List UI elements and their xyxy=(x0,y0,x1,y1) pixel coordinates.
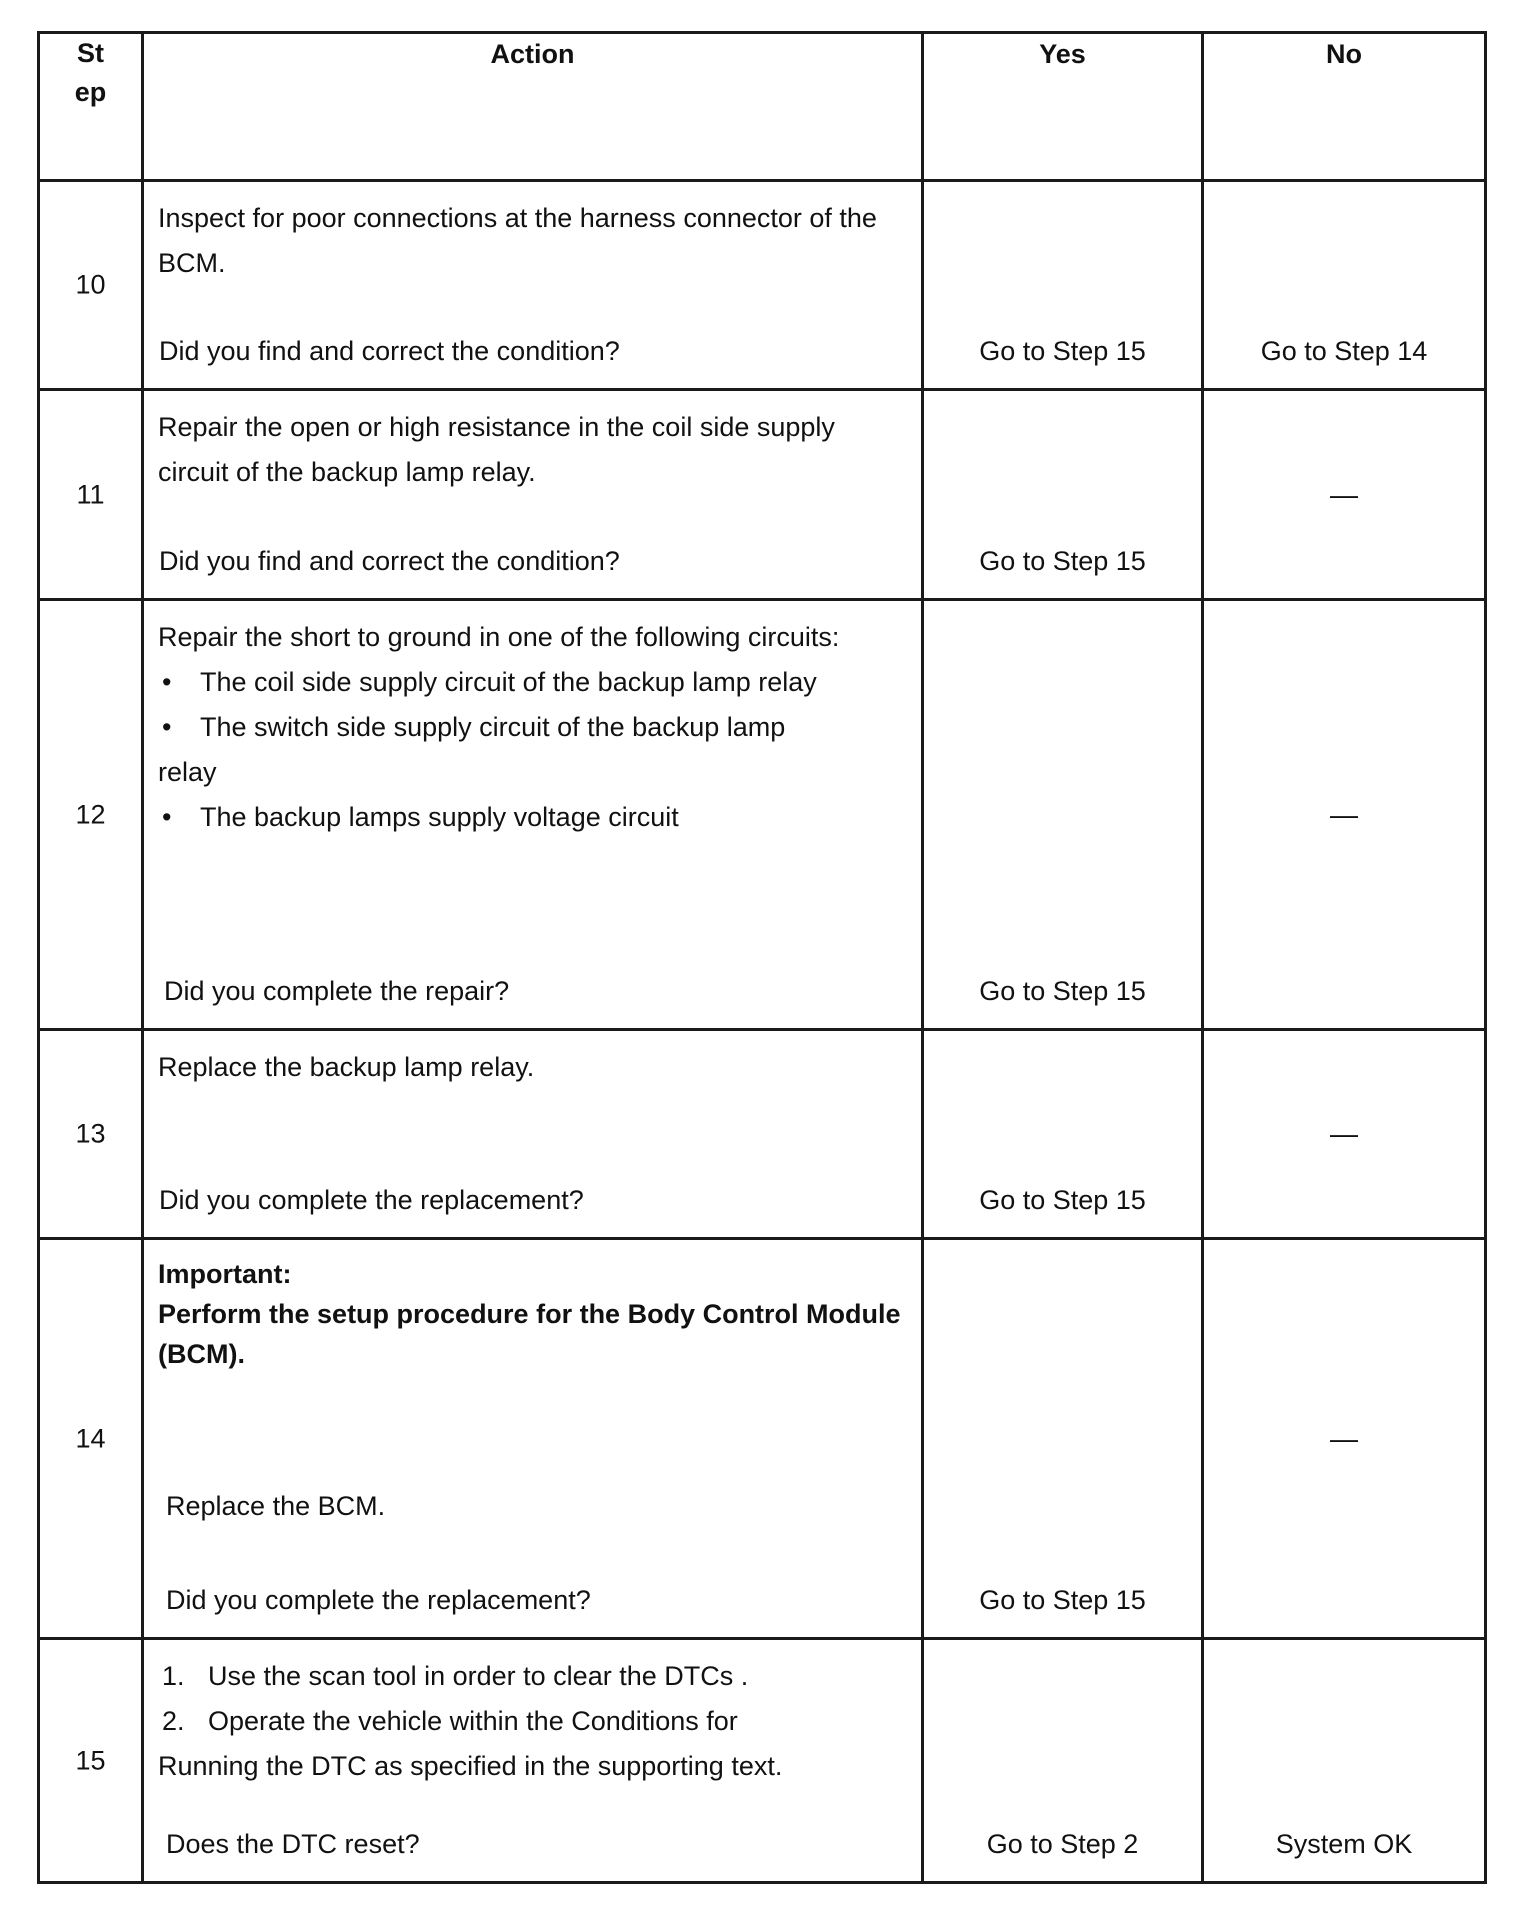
action-intro: Repair the short to ground in one of the following circuits: xyxy=(158,622,840,652)
table-row xyxy=(39,1030,1486,1239)
action-cell xyxy=(143,390,923,600)
action-cell xyxy=(143,1239,923,1639)
header-step: St ep xyxy=(39,33,143,181)
yes-cell xyxy=(923,600,1203,1030)
step-number: 12 xyxy=(75,799,106,829)
step-number: 10 xyxy=(75,269,106,300)
step-number-cell xyxy=(39,600,143,1030)
step-number-cell xyxy=(39,1030,143,1239)
yes-result: Go to Step 2 xyxy=(986,1829,1139,1859)
yes-cell xyxy=(923,390,1203,600)
table-row xyxy=(39,390,1486,600)
action-question: Did you find and correct the condition? xyxy=(159,336,620,366)
step-number-cell xyxy=(39,390,143,600)
bullet-glyph: • xyxy=(162,712,172,742)
table-row xyxy=(39,600,1486,1030)
diagnostic-steps-table xyxy=(37,31,1487,1884)
header-yes: Yes xyxy=(923,33,1203,181)
no-result: Go to Step 14 xyxy=(1260,336,1428,366)
no-result-dash: — xyxy=(1330,1118,1358,1149)
table-row xyxy=(39,1639,1486,1883)
header-no: No xyxy=(1203,33,1486,181)
important-note xyxy=(158,1254,911,1374)
step-number: 13 xyxy=(75,1118,106,1149)
action-question: Did you find and correct the condition? xyxy=(159,546,620,576)
yes-result: Go to Step 15 xyxy=(979,976,1146,1006)
no-result-dash: — xyxy=(1330,478,1358,510)
action-cell xyxy=(143,1030,923,1239)
important-text: Perform the setup procedure for the Body Control Module (BCM). xyxy=(158,1299,901,1369)
action-text: Replace the BCM. xyxy=(166,1491,386,1521)
step-number: 14 xyxy=(75,1423,106,1453)
action-text: Replace the backup lamp relay. xyxy=(158,1052,535,1082)
yes-cell xyxy=(923,1030,1203,1239)
action-text: Inspect for poor connections at the harness connector of the BCM. xyxy=(158,203,877,278)
no-cell xyxy=(1203,600,1486,1030)
no-result: System OK xyxy=(1275,1829,1413,1859)
action-cell xyxy=(143,600,923,1030)
list-item: 1. Use the scan tool in order to clear the DTCs . xyxy=(162,1661,749,1691)
action-question: Did you complete the replacement? xyxy=(166,1585,591,1615)
action-body xyxy=(158,1654,911,1789)
yes-cell xyxy=(923,1239,1203,1639)
step-number: 11 xyxy=(76,479,105,509)
table-header-row xyxy=(39,33,1486,181)
no-cell xyxy=(1203,1239,1486,1639)
action-question: Did you complete the replacement? xyxy=(159,1185,584,1215)
table-row xyxy=(39,1239,1486,1639)
list-item: • The switch side supply circuit of the backup lamp xyxy=(158,705,911,750)
important-label: Important: xyxy=(158,1259,292,1289)
action-cell xyxy=(143,1639,923,1883)
action-cell xyxy=(143,181,923,390)
list-item-wrap: Running the DTC as specified in the supporting text. xyxy=(158,1751,783,1781)
no-result-dash: — xyxy=(1330,798,1358,830)
bullet-glyph: • xyxy=(162,667,172,697)
yes-cell xyxy=(923,1639,1203,1883)
step-number-cell xyxy=(39,181,143,390)
no-cell xyxy=(1203,1639,1486,1883)
step-number: 15 xyxy=(75,1745,106,1775)
step-number-cell xyxy=(39,1639,143,1883)
action-question: Did you complete the repair? xyxy=(164,976,510,1006)
yes-cell xyxy=(923,181,1203,390)
yes-result: Go to Step 15 xyxy=(979,1585,1146,1615)
action-body xyxy=(158,615,911,840)
bullet-glyph: • xyxy=(162,802,172,832)
list-item-wrap: relay xyxy=(158,757,217,787)
yes-result: Go to Step 15 xyxy=(979,1185,1146,1215)
list-item: • The backup lamps supply voltage circuit xyxy=(158,795,911,840)
no-cell xyxy=(1203,390,1486,600)
list-item: • The coil side supply circuit of the backup lamp relay xyxy=(158,660,911,705)
no-cell xyxy=(1203,181,1486,390)
no-result-dash: — xyxy=(1330,1422,1358,1454)
action-question: Does the DTC reset? xyxy=(166,1829,420,1859)
yes-result: Go to Step 15 xyxy=(979,546,1146,576)
list-item: 2. Operate the vehicle within the Conditions for xyxy=(162,1706,738,1736)
action-text: Repair the open or high resistance in the coil side supply circuit of the backup lamp relay. xyxy=(158,412,835,487)
table-row xyxy=(39,181,1486,390)
step-number-cell xyxy=(39,1239,143,1639)
header-action: Action xyxy=(143,33,923,181)
no-cell xyxy=(1203,1030,1486,1239)
yes-result: Go to Step 15 xyxy=(979,336,1146,366)
